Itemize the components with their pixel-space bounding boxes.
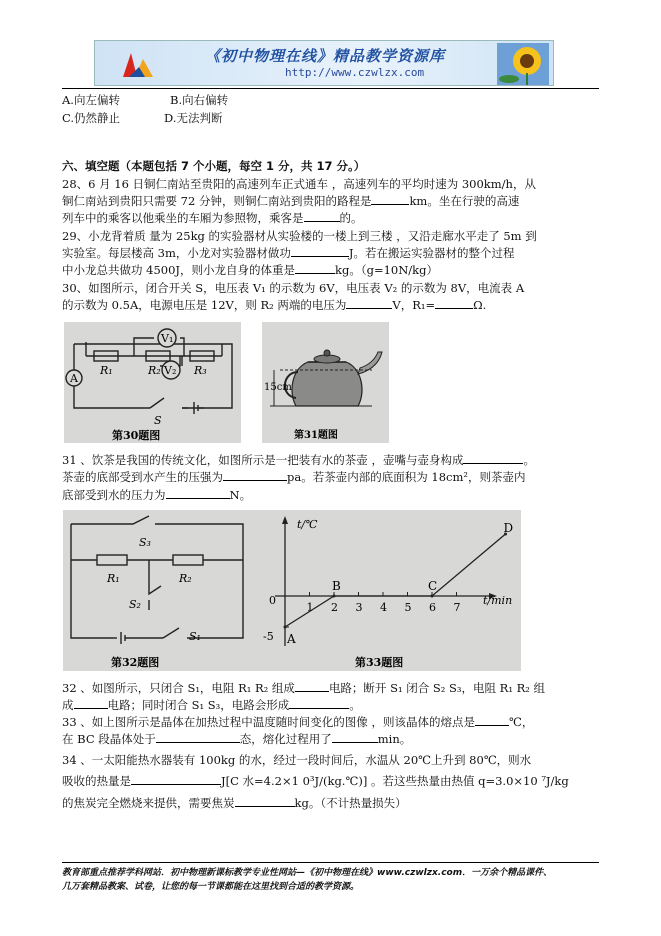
x-tick-label: 7 [453,601,461,614]
q32-line1: 32 、如图所示，只闭合 S₁，电阻 R₁ R₂ 组成 电路；断开 S₁ 闭合 S₂ S₃，电阻 R₁ R₂ 组 [62,681,546,695]
x-tick-label: 6 [429,601,436,614]
series-line [285,534,506,627]
x-tick-label: 2 [331,601,338,614]
q31-line1: 31 、饮茶是我国的传统文化，如图所示是一把装有水的茶壶 ，壶嘴与壶身构成 。 [62,453,535,467]
x-tick-label: 1 [306,601,314,614]
fig33-origin: 0 [269,594,276,607]
fig31-caption: 第31题图 [294,430,338,441]
point-label-C: C [428,579,438,593]
q31-line3: 底部受到水的压力为 N。 [62,488,252,502]
fig32-s2-label: S₂ [129,598,141,611]
banner-title: 《初中物理在线》精品教学资源库 [205,47,446,65]
q28-line3: 列车中的乘客以他乘坐的车厢为参照物，乘客是 的。 [62,211,363,225]
fig30-s-label: S [154,414,162,427]
header-rule [62,88,599,89]
site-banner [94,40,554,86]
fig30-v1-label: V₁ [161,332,174,345]
point-C [431,595,434,598]
q34-line3: 的焦炭完全燃烧来提供，需要焦炭 kg。（不计热量损失） [62,796,407,810]
q28-line2: 铜仁南站到贵阳只需要 72 分钟，则铜仁南站到贵阳的路程是 km。坐在行驶的高速 [62,194,520,208]
footer-rule [62,862,599,863]
fig30-v2-label: V₂ [164,364,177,377]
q30-line1: 30、如图所示，闭合开关 S，电压表 V₁ 的示数为 6V，电压表 V₂ 的示数为 8V，电流表 A [62,281,525,295]
option-c: C.仍然静止 [62,111,121,125]
figure-30 [64,322,241,443]
figure-31 [262,322,389,443]
fig33-xlabel: t/min [483,594,513,607]
q28-line1: 28、6 月 16 日铜仁南站至贵阳的高速列车正式通车 ，高速列车的平均时速为 300km/h，从 [62,177,536,191]
footer-line1: 教育部重点推荐学科网站．初中物理新课标教学专业性网站—《初中物理在线》www.czwlzx.com．一万余个精品课件、 [62,868,553,878]
q29-line3: 中小龙总共做功 4500J，则小龙自身的体重是 kg。（g=10N/kg） [62,263,439,277]
q29-line1: 29、小龙背着质 量为 25kg 的实验器材从实验楼的一楼上到三楼 ，又沿走廊水平走了 5m 到 [62,229,537,243]
section-title: 六、填空题（本题包括 7 个小题，每空 1 分，共 17 分。） [62,159,366,173]
melting-chart [275,516,513,646]
option-d: D.无法判断 [164,111,223,125]
q32-line2: 成 电路；同时闭合 S₁ S₃，电路会形成 。 [62,698,361,712]
x-tick-label: 5 [404,601,412,614]
sunflower-icon [497,43,549,85]
site-logo-icon [121,49,155,79]
fig30-r3-label: R₃ [194,364,207,377]
q34-line1: 34 、一太阳能热水器装有 100kg 的水，经过一段时间后，水温从 20℃上升到 80℃，则水 [62,753,532,767]
option-a: A.向左偏转 [62,93,120,107]
y-axis-arrow [282,516,288,524]
fig32-s3-label: S₃ [139,536,151,549]
q31-line2: 茶壶的底部受到水产生的压强为 pa。若茶壶内部的底面积为 18cm²，则茶壶内 [62,470,526,484]
fig32-caption: 第32题图 [111,656,160,669]
fig33-ylabel: t/℃ [297,518,318,531]
fig30-a-label: A [70,372,78,385]
q33-line2: 在 BC 段晶体处于 态，熔化过程用了 min。 [62,732,412,746]
fig33-caption: 第33题图 [355,656,404,669]
footer-line2: 几万套精品教案、试卷，让您的每一节课都能在这里找到合适的教学资源。 [62,882,360,892]
point-A [284,626,287,629]
figure-32-33 [63,510,521,671]
point-B [333,595,336,598]
footer [62,866,602,894]
fig31-height-label: 15cm [264,382,292,393]
fig32-r2-label: R₂ [179,572,192,585]
banner-url[interactable]: http://www.czwlzx.com [285,66,425,79]
fig33-yneg-label: -5 [263,630,274,643]
point-label-B: B [332,579,341,593]
fig30-caption: 第30题图 [112,429,161,442]
fig32-s1-label: S₁ [189,630,201,643]
q29-line2: 实验室。每层楼高 3m，小龙对实验器材做功 J。若在搬运实验器材的整个过程 [62,246,515,260]
q30-line2: 的示数为 0.5A，电源电压是 12V，则 R₂ 两端的电压为 V，R₁= Ω. [62,298,487,312]
q33-line1: 33 、如上图所示是晶体在加热过程中温度随时间变化的图像 ，则该晶体的熔点是 ℃， [62,715,534,729]
q34-line2: 吸收的热量是 J[C 水=4.2×1 0³J/(kg.℃)] 。若这些热量由热值 q=3.0×10 ⁷J/kg [62,774,569,788]
option-b: B.向右偏转 [170,93,229,107]
point-label-D: D [503,521,514,535]
fig30-r2-label: R₂ [148,364,161,377]
x-tick-label: 3 [355,601,363,614]
x-tick-label: 4 [380,601,387,614]
fig30-r1-label: R₁ [100,364,113,377]
fig32-r1-label: R₁ [107,572,120,585]
point-label-A: A [287,632,296,646]
